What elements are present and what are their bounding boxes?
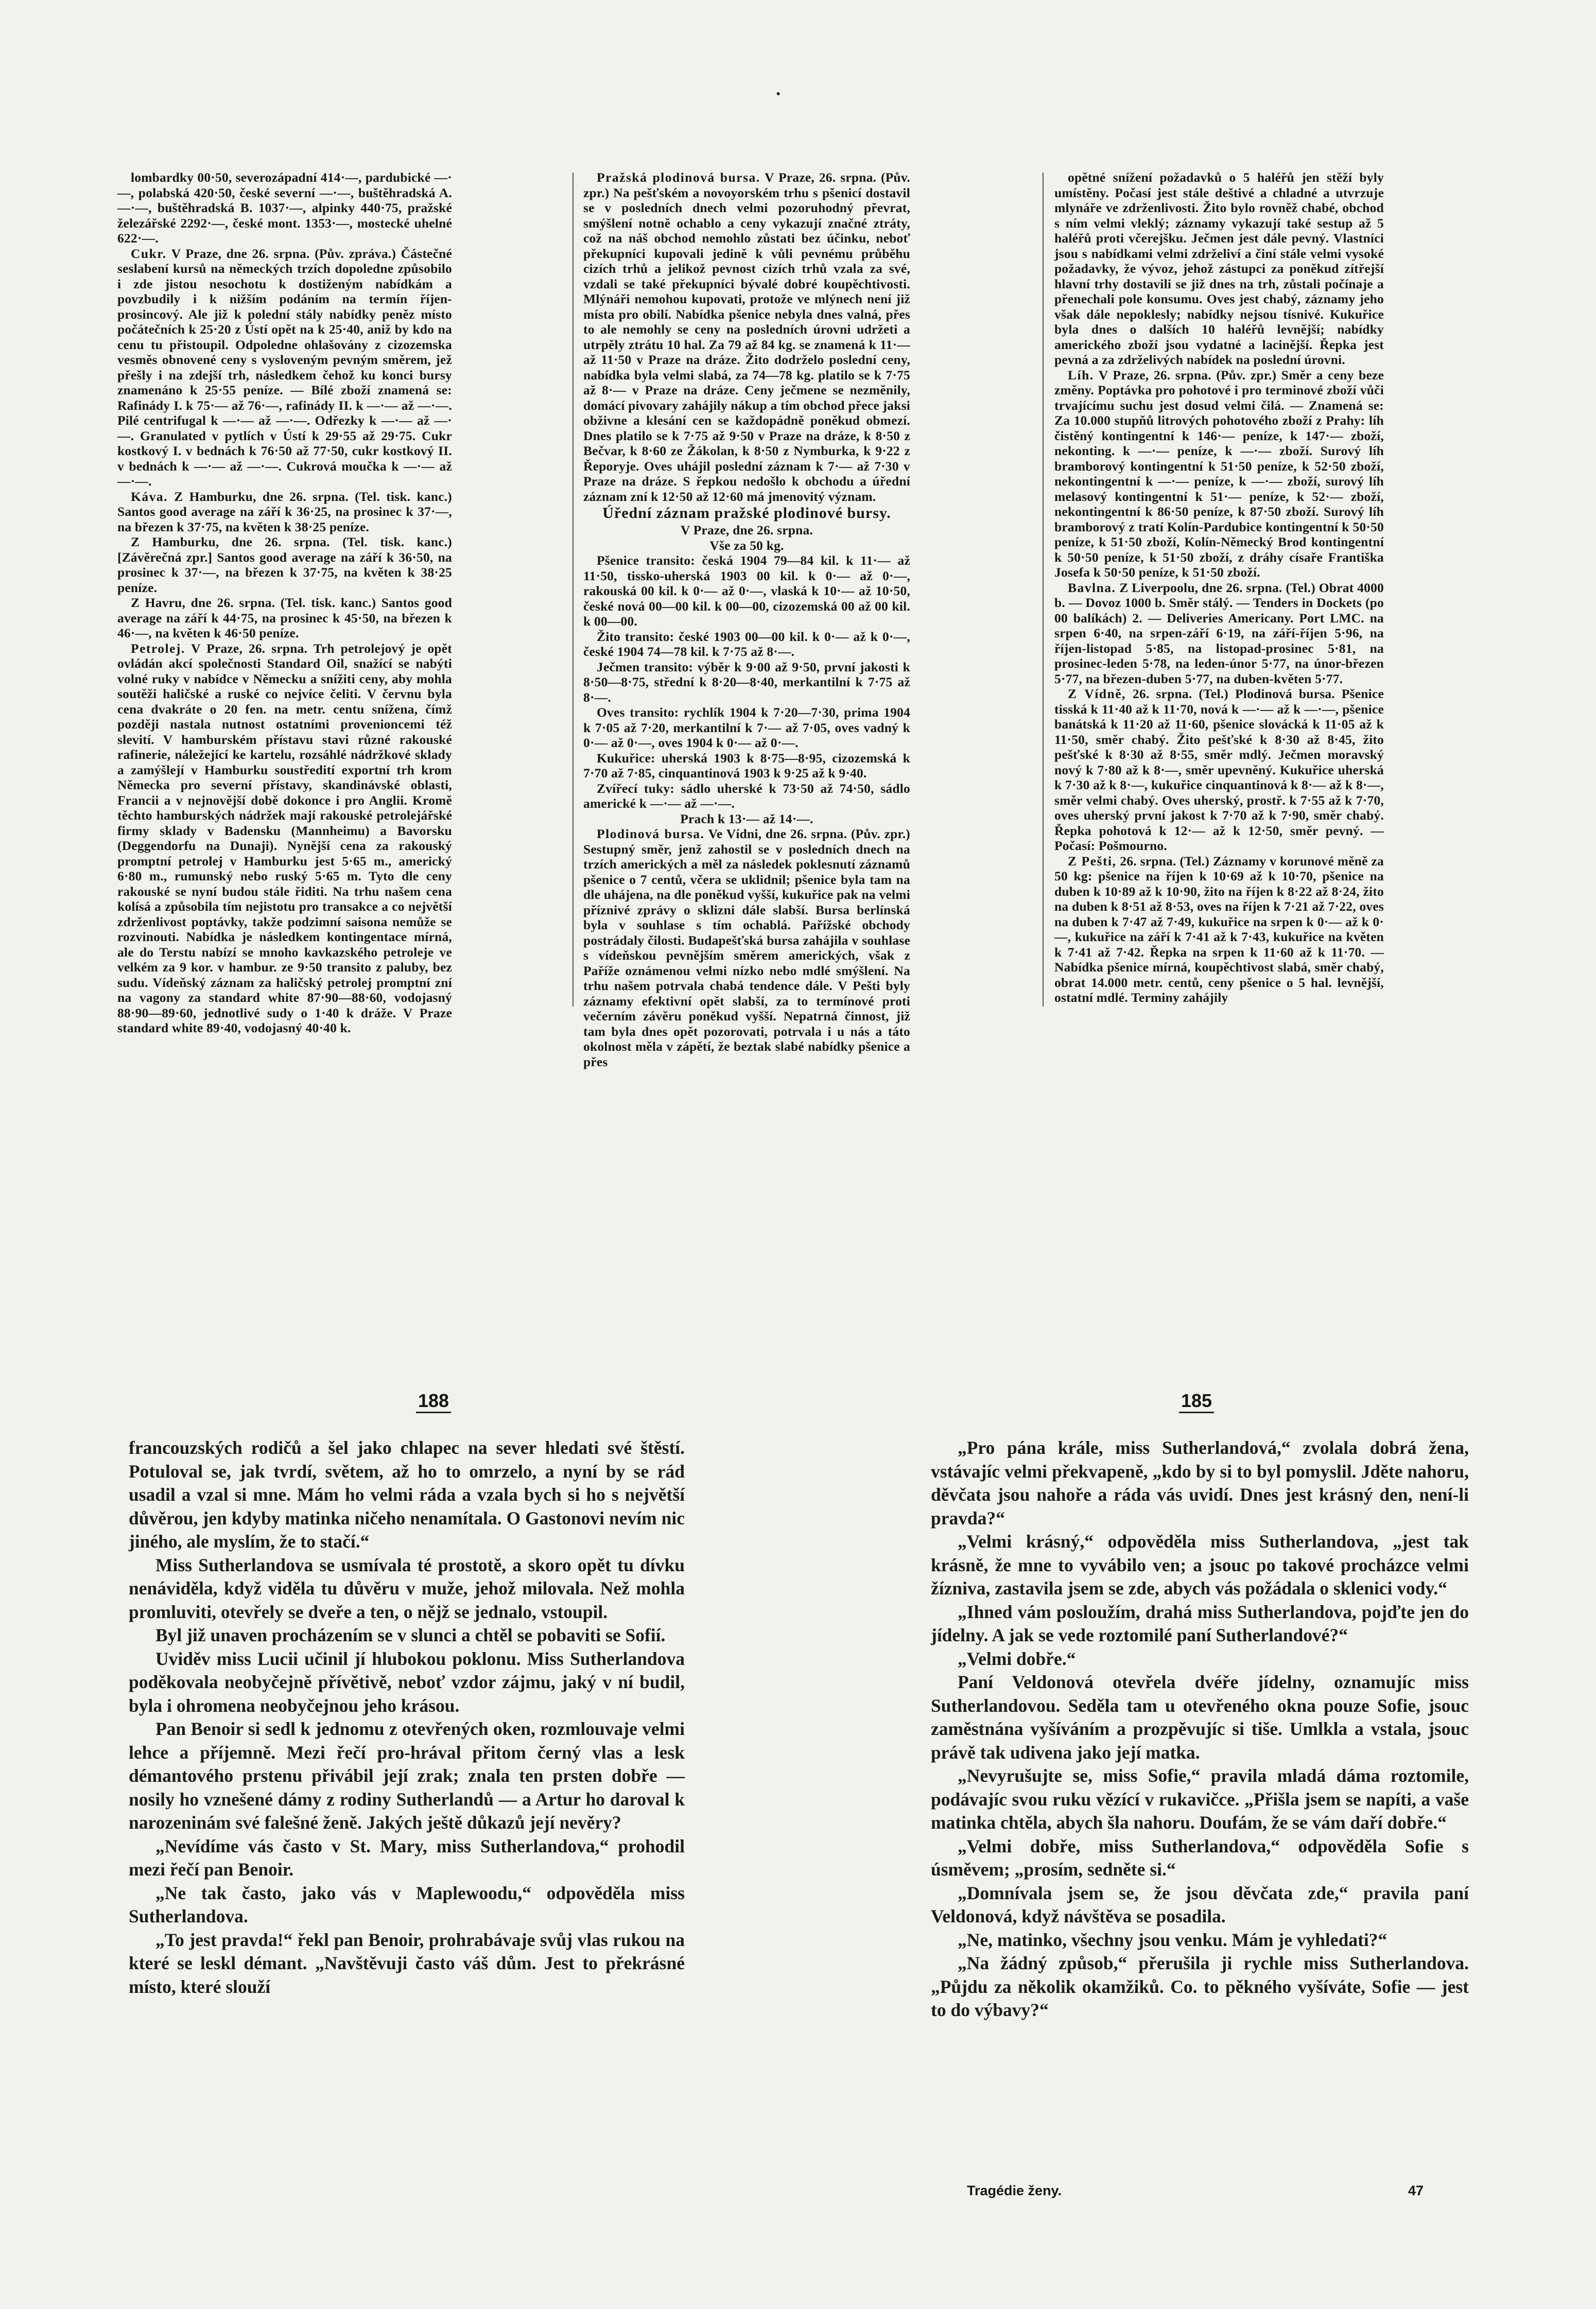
novel-page-right <box>931 1436 1469 2022</box>
market-report-paragraph <box>1054 368 1384 580</box>
market-report-paragraph <box>583 705 910 751</box>
novel-paragraph: Pan Benoir si sedl k jednomu z otevřených oken, rozmlouvaje velmi lehce a příjemně. Mezi řečí pro-hrával přitom černý vlas a lesk démantového prstenu přivábil její zrak; znala ten prsten dobře — nosily ho vznešené dámy z rodiny Sutherlandů — a Artur ho daroval k narozeninám své falešné ženě. Jakých ještě důkazů její nevěry? <box>129 1718 685 1833</box>
novel-paragraph: francouzských rodičů a šel jako chlapec na sever hledati své štěstí. Potuloval se, jak tvrdí, světem, až ho to omrzelo, a nyní by se rád usadil a vzal si mne. Mám ho velmi ráda a vzala bych si ho s největší důvěrou, jen kdyby matinka ničeho nenamítala. O Gastonovi nevím nic jiného, ale myslím, že to stačí.“ <box>129 1437 685 1552</box>
section-title: Úřední záznam pražské plodinové bursy. <box>602 505 891 522</box>
report-heading: Petrolej. <box>131 640 185 656</box>
report-text: Ječmen transito: výběr k 9·00 až 9·50, první jakosti k 8·50—8·75, střední k 8·20—8·40, merkantilní k 7·75 až 8·—. <box>583 659 910 705</box>
footer-page-number: 47 <box>1408 2183 1424 2198</box>
page-number-left: 188 <box>416 1390 451 1413</box>
report-text: Z Hamburku, dne 26. srpna. (Tel. tisk. kanc.) Santos good average na září k 36·25, na prosinec k 37·—, na březen k 37·75, na květen k 38·25 peníze. <box>117 489 452 534</box>
report-heading: Líh. <box>1068 367 1094 383</box>
market-report-paragraph <box>1054 170 1384 368</box>
market-report-paragraph <box>117 595 452 641</box>
market-report-paragraph <box>1054 854 1384 1005</box>
novel-paragraph: „Nevyrušujte se, miss Sofie,“ pravila mladá dáma roztomile, podávajíc svou ruku vězící v rukavičce. „Přišla jsem se napíti, a vaše matinka chtěla, abych šla nahoru. Doufám, že se vám daří dobře.“ <box>931 1765 1469 1833</box>
newspaper-column-3 <box>1054 170 1384 1005</box>
report-text: Oves transito: rychlík 1904 k 7·20—7·30, prima 1904 k 7·05 až 7·20, merkantilní k 7·— až 7·05, oves vadný k 0·— až 0·—, oves 1904 k 0·— až 0·—. <box>583 705 910 750</box>
centered-line: Prach k 13·— až 14·—. <box>680 811 813 826</box>
report-text: 26. srpna. (Tel.) Záznamy v korunové měně za 50 kg: pšenice na říjen k 10·69 až k 10·70, pšenice na duben k 10·89 až k 10·90, žito na říjen k 8·22 až 8·24, žito na duben k 8·51 až 8·53, oves na říjen k 7·21 až 7·22, oves na duben k 7·47 až 7·49, kukuřice na srpen k 0·— až k 0·—, kukuřice na září k 7·41 až k 7·43, kukuřice na květen k 7·41 až 7·42. Řepka na srpen k 11·60 až k 11·70. — Nabídka pšenice mírná, koupěchtivost slabá, směr chabý, obrat 14.000 metr. centů, ceny pšenice o 5 hal. levnější, ostatní mdlé. Terminy zahájily <box>1054 853 1384 1005</box>
report-text: V Praze, 26. srpna. (Pův. zpr.) Na pešťském a novoyorském trhu s pšenicí dostavil se v posledních dnech velmi pozoruhodný převrat, smýšlení notně ochablo a ceny vykazují značné ztráty, což na náš obchod nemohlo zůstati bez účinku, neboť překupníci kupovali jedině k vůli pevnému průběhu cizích trhů a jelikož pevnost cizích trhů vzala za své, vzdali se také překupníci bývalé dobré koupěchtivosti. Mlýnáři nemohou kupovati, protože ve mlýnech není již místa pro obilí. Nabídka pšenice nebyla dnes valná, přes to ale nemohly se ceny na posledních úrovni udržeti a utrpěly ztrátu 10 hal. Za 79 až 84 kg. se znamená k 11·— až 11·50 v Praze na dráze. Žito dodrželo poslední ceny, nabídka byla velmi slabá, za 74—78 kg. platilo se k 7·75 až 8·— v Praze na dráze. Ceny ječmene se nezměnily, domácí pivovary zahájily nákup a tím obchod přece jaksi obživne a klesání cen se každopádně poněkud obmezí. Dnes platilo se k 7·75 až 9·50 v Praze na dráze, k 8·50 z Bečvar, k 8·60 ze Žákolan, k 8·50 z Nymburka, k 9·22 z Řeporyje. Oves uhájil poslední záznam k 7·— až 7·30 v Praze na dráze. S řepkou nedošlo k obchodu a úřední záznam zní k 12·50 až 12·60 má jmenovitý význam. <box>583 170 910 504</box>
market-report-paragraph <box>583 781 910 811</box>
report-text: Kukuřice: uherská 1903 k 8·75—8·95, cizozemská k 7·70 až 7·85, cinquantinová 1903 k 9·25 až k 9·40. <box>583 750 910 780</box>
ink-mark: ˙ <box>775 88 782 111</box>
novel-paragraph: „Domnívala jsem se, že jsou děvčata zde,“ pravila paní Veldonová, když návštěva se posadila. <box>931 1882 1469 1926</box>
market-report-paragraph <box>1054 580 1384 687</box>
novel-paragraph: „Velmi dobře, miss Sutherlandova,“ odpověděla Sofie s úsměvem; „prosím, sedněte si.“ <box>931 1835 1469 1880</box>
novel-paragraph: Byl již unaven procházením se v slunci a chtěl se pobaviti se Sofií. <box>155 1625 666 1645</box>
market-report-paragraph <box>583 826 910 1069</box>
novel-paragraph: „Velmi dobře.“ <box>958 1648 1076 1669</box>
report-text: 26. srpna. (Tel.) Plodinová bursa. Pšenice tisská k 11·40 až k 11·70, nová k —·— až k —·—, pšenice banátská k 11·20 až 11·60, pšenice slovácká k 11·05 až k 11·50, směr chabý. Žito pešťské k 8·30 až 8·45, žito pešťské k 8·30 až 8·55, směr mdlý. Ječmen moravský nový k 7·80 až k 8·—, směr upevněný. Kukuřice uherská k 7·30 až k 8·—, kukuřice cinquantinová k 8·— až k 8·—, směr velmi chabý. Oves uherský, prostř. k 7·55 až k 7·70, oves uherský první jakost k 7·70 až k 7·90, směr chabý. Řepka pohotová k 12·— až k 12·50, směr pevný. — Počasí: Pošmourno. <box>1054 686 1384 853</box>
report-text: lombardky 00·50, severozápadní 414·—, pardubické —·—, polabská 420·50, české severní —·—, buštěhradská A. —·—, buštěhradská B. 1037·—, alpinky 440·75, pražské železářské 2292·—, české mont. 1353·—, mostecké uhelné 622·—. <box>117 170 452 246</box>
market-report-paragraph <box>583 659 910 705</box>
novel-paragraph: „Velmi krásný,“ odpověděla miss Sutherlandova, „jest tak krásně, že mne to vyvábilo ven; a jsouc po takové procházce velmi žízniva, zastavila jsem se zde, abych vás požádala o sklenici vody.“ <box>931 1531 1469 1599</box>
centered-line: V Praze, dne 26. srpna. <box>681 523 813 537</box>
market-report-paragraph <box>117 246 452 489</box>
report-text: V Praze, 26. srpna. Trh petrolejový je opět ovládán akcí společnosti Standard Oil, snažící se nabýti volné ruky v nabídce v Německu a snížiti ceny, aby mohla soutěži haličské a ruské co nejvíce čeliti. V červnu byla cena dvakráte o 20 fen. na metr. centu snížena, čímž později nastala nutnost ostatními provenioncemi též slevití. V hamburském přístavu stavi různé rakouské rafinerie, náležející ke kartelu, rozsáhlé nádržkové sklady a zamýšlejí v Hamburku soustředití exportní trh krom Německa pro severní přístavy, skandinávské oblasti, Francii a v nejnovější době dokonce i pro Anglii. Kromě těchto hamburských nádržek mají rakouské petrolejářské firmy sklady v Badensku (Mannheimu) a Bavorsku (Deggendorfu na Dunaji). Nynější cena za rakouský promptní petrolej v Hamburku jest 5·65 m., americký 6·80 m., rumunský nebo ruský 5·65 m. Tyto dle ceny rakouské se nyní budou stále řiditi. Na trhu našem cena kolísá a způsobila tím nejistotu pro transakce a co největší zdrženlivost poptávky, takže podzimní saisona nemůže se rozvinouti. Nabídka je následkem kontingentace mírná, ale do Terstu nabízí se mnoho kavkazského petroleje ve velkém za 9 kor. v hambur. ze 9·50 transito z paluby, bez sudu. Vídeňský záznam za haličský petrolej promptní zní na vagony za standard white 87·90—88·60, vodojasný 88·90—89·60, jednotlivé sudy o 1·40 k dráže. V Praze standard white 89·40, vodojasný 40·40 k. <box>117 640 452 1035</box>
market-report-paragraph <box>583 629 910 659</box>
report-heading: Z Vídně, <box>1068 686 1126 701</box>
report-heading: Z Pešti, <box>1068 853 1117 869</box>
page-number-right: 185 <box>1179 1390 1214 1413</box>
novel-paragraph: „Ne tak často, jako vás v Maplewoodu,“ odpověděla miss Sutherlandova. <box>129 1882 685 1926</box>
report-text: Pšenice transito: česká 1904 79—84 kil. k 11·— až 11·50, tissko-uherská 1903 00 kil. k 0·— až 0·—, rakouská 00 kil. k 0·— až 0·—, vlaská k 10·— až 10·50, české nová 00—00 kil. k 00—00, cizozemská 00 až 00 kil. k 00—00. <box>583 553 910 629</box>
report-heading: Pražská plodinová bursa. <box>597 170 760 185</box>
market-report-paragraph <box>117 641 452 1036</box>
newspaper-column-2 <box>583 170 910 1069</box>
column-rule <box>1043 172 1044 1006</box>
column-rule <box>573 172 574 1006</box>
novel-paragraph: Paní Veldonová otevřela dvéře jídelny, oznamujíc miss Sutherlandovou. Seděla tam u otevřeného okna pouze Sofie, jsouc zaměstnána vyšíváním a prozpěvujíc si tiše. Umlkla a vstala, jsouc právě tak udivena jako její matka. <box>931 1672 1469 1763</box>
report-heading: Káva. <box>131 489 168 504</box>
market-report-paragraph <box>117 534 452 595</box>
report-text: opětné snížení požadavků o 5 haléřů jen stěží byly umístěny. Počasí jest stále deštivé a chladné a utvrzuje mlynáře ve zdrženlivosti. Žito bylo rovněž chabé, obchod s ním velmi vleklý; záznamy vykazují také sestup až 5 haléřů proti včerejšku. Ječmen jest dále pevný. Vlastníci jsou s nabídkami velmi zdrželiví a činí stále velmi vysoké požadavky, že vývoz, jehož zástupci za poněkud zítřejší hlavní trhy dostavili se již dnes na trh, zůstali počínaje a přenechali pole konsumu. Oves jest chabý, záznamy jeho však dále nepoklesly; nabídky nejsou tísnivé. Kukuřice byla dnes o dalších 10 haléřů levnější; nabídky amerického zboží jsou vydatné a lacinější. Řepka jest pevná a za zdrželivých nabídek na poslední úrovni. <box>1054 170 1384 367</box>
novel-paragraph: „Ihned vám posloužím, drahá miss Sutherlandova, pojďte jen do jídelny. A jak se vede roztomilé paní Sutherlandové?“ <box>931 1601 1469 1645</box>
footer-book-title: Tragédie ženy. <box>967 2183 1062 2198</box>
report-text: V Praze, dne 26. srpna. (Pův. zpráva.) Částečné seslabení kursů na německých trzích dopoledne způsobilo i zde jistou nesochotu k dostiženým nabídkám a povzbudily i k nižším podáním na termín říjen-prosincový. Ale již k polední stály nabídky peněz místo počátečních k 25·20 z Ústí opět na k 25·40, aniž by kdo na cenu tu přistoupil. Odpoledne ohlašovány z cizozemska vesměs obnovené ceny s vysloveným pevným směrem, jež přešly i na zdejší trh, následkem čehož ku konci bursy znamenáno k 25·55 peníze. — Bílé zboží znamená se: Rafinády I. k 75·— až 76·—, rafinády II. k —·— až —·—. Pilé centrifugal k —·— až —·—. Odřezky k —·— až —·—. Granulated v pytlích v Ústí k 29·55 až 29·75. Cukr kostkový I. v bednách k 76·50 až 77·50, cukr kostkový II. v bednách k —·— až —·—. Cukrová moučka k —·— až —·—. <box>117 246 452 489</box>
report-heading: Plodinová bursa. <box>597 826 705 841</box>
novel-paragraph: „To jest pravda!“ řekl pan Benoir, prohrabávaje svůj vlas rukou na které se leskl démant. „Navštěvuji často váš dům. Jest to překrásné místo, které slouží <box>129 1929 685 1997</box>
report-text: Žito transito: české 1903 00—00 kil. k 0·— až k 0·—, české 1904 74—78 kil. k 7·75 až 8·—. <box>583 629 910 659</box>
market-report-paragraph <box>117 170 452 246</box>
market-report-paragraph <box>583 170 910 504</box>
centered-line: Vše za 50 kg. <box>709 537 784 553</box>
novel-paragraph: „Ne, matinko, všechny jsou venku. Mám je vyhledati?“ <box>958 1929 1387 1950</box>
report-text: Zvířecí tuky: sádlo uherské k 73·50 až 74·50, sádlo americké k —·— až —·—. <box>583 780 910 811</box>
report-text: Z Liverpoolu, dne 26. srpna. (Tel.) Obrat 4000 b. — Dovoz 1000 b. Směr stálý. — Tenders in Dockets (po 00 balíkách) 2. — Deliveries Americany. Port LMC. na srpen 6·40, na srpen-září 6·19, na září-říjen 5·96, na říjen-listopad 5·85, na listopad-prosinec 5·81, na prosinec-leden 5·78, na leden-únor 5·77, na únor-březen 5·77, na březen-duben 5·77, na duben-květen 5·77. <box>1054 580 1384 686</box>
report-heading: Cukr. <box>131 246 167 261</box>
market-report-paragraph <box>1054 686 1384 854</box>
novel-paragraph: „Nevídíme vás často v St. Mary, miss Sutherlandova,“ prohodil mezi řečí pan Benoir. <box>129 1835 685 1880</box>
novel-paragraph: „Pro pána krále, miss Sutherlandová,“ zvolala dobrá žena, vstávajíc velmi překvapeně, „kdo by si to byl pomyslil. Jděte nahoru, děvčata jsou nahoře a ráda vás uvidí. Dnes jest krásný den, není-li pravda?“ <box>931 1437 1469 1529</box>
novel-page-left <box>129 1436 685 1999</box>
report-heading: Bavlna. <box>1068 580 1116 595</box>
report-text: Ve Vídni, dne 26. srpna. (Pův. zpr.) Sestupný směr, jenž zahostil se v posledních dnech na trzích amerických a měl za následek poklesnutí záznamů pšenice o 7 centů, včera se uklidnil; pšenice byla tam na dle uhájena, na dle poněkud vyšší, kukuřice pak na velmi příznivé zprávy o sklizni dále slabší. Bursa berlínská byla v souhlase s tím ochablá. Pařížské obchody postrádaly čilosti. Budapešťská bursa zahájila v souhlase s vídeňskou pevnějším směrem amerických, však z Paříže oznámenou velmi nízko nebo mdlé smýšlení. Na trhu našem potrvala chabá tendence dále. V Pešti byly záznamy efektivní opět slabší, za to termínové proti večerním závěru poněkud vyšší. Nepatrná činnost, již tam byla dnes opět pozorovati, potrvala i u nás a táto okolnost měla v zápětí, že beztak slabé nabídky pšenice a přes <box>583 826 910 1069</box>
novel-paragraph: „Na žádný způsob,“ přerušila ji rychle miss Sutherlandova. „Půjdu za několik okamžiků. Co. to pěkného vyšíváte, Sofie — jest to do výbavy?“ <box>931 1953 1469 2020</box>
report-text: Z Havru, dne 26. srpna. (Tel. tisk. kanc.) Santos good average na září k 44·75, na prosinec k 45·50, na březen k 46·—, na květen k 46·50 peníze. <box>117 595 452 640</box>
novel-paragraph: Uviděv miss Lucii učinil jí hlubokou poklonu. Miss Sutherlandova poděkovala neobyčejně přívětivě, neboť vzdor zájmu, jaký v ní budil, byla i ohromena neobyčejnou jeho krásou. <box>129 1648 685 1716</box>
market-report-paragraph <box>583 751 910 781</box>
market-report-paragraph <box>117 489 452 535</box>
report-text: Z Hamburku, dne 26. srpna. (Tel. tisk. kanc.) [Závěrečná zpr.] Santos good average na září k 36·50, na prosinec k 37·—, na březen k 37·75, na květen k 38·25 peníze. <box>117 534 452 595</box>
newspaper-column-1 <box>117 170 452 1036</box>
report-text: V Praze, 26. srpna. (Pův. zpr.) Směr a ceny beze změny. Poptávka pro pohotové i pro terminové zboží vůči trvajícímu suchu jest dosud velmi čilá. — Znamená se: Za 10.000 stupňů litrových pohotového zboží z Prahy: líh čistěný kontingentní k 146·— peníze, k 147·— zboží, nekonting. k —·— peníze, k —·— zboží. Surový líh bramborový kontingentní k 51·50 peníze, k 52·50 zboží, nekontingentní k —·— peníze, k —·— zboží, surový líh melasový kontingentní k 51·— peníze, k 52·— zboží, nekontingentní k 86·50 peníze, k 87·50 zboží. Surový líh bramborový z tratí Kolín-Pardubice kontingentní k 50·50 peníze, k 51·50 zboží, Kolín-Německý Brod kontingentní k 50·50 peníze, k 51·50 zboží, z dráhy císaře Františka Josefa k 50·50 peníze, k 51·50 zboží. <box>1054 367 1384 580</box>
novel-paragraph: Miss Sutherlandova se usmívala té prostotě, a skoro opět tu dívku nenáviděla, když viděla tu důvěru v muže, jehož milovala. Než mohla promluviti, otevřely se dveře a ten, o nějž se jednalo, vstoupil. <box>129 1554 685 1622</box>
market-report-paragraph <box>583 553 910 629</box>
